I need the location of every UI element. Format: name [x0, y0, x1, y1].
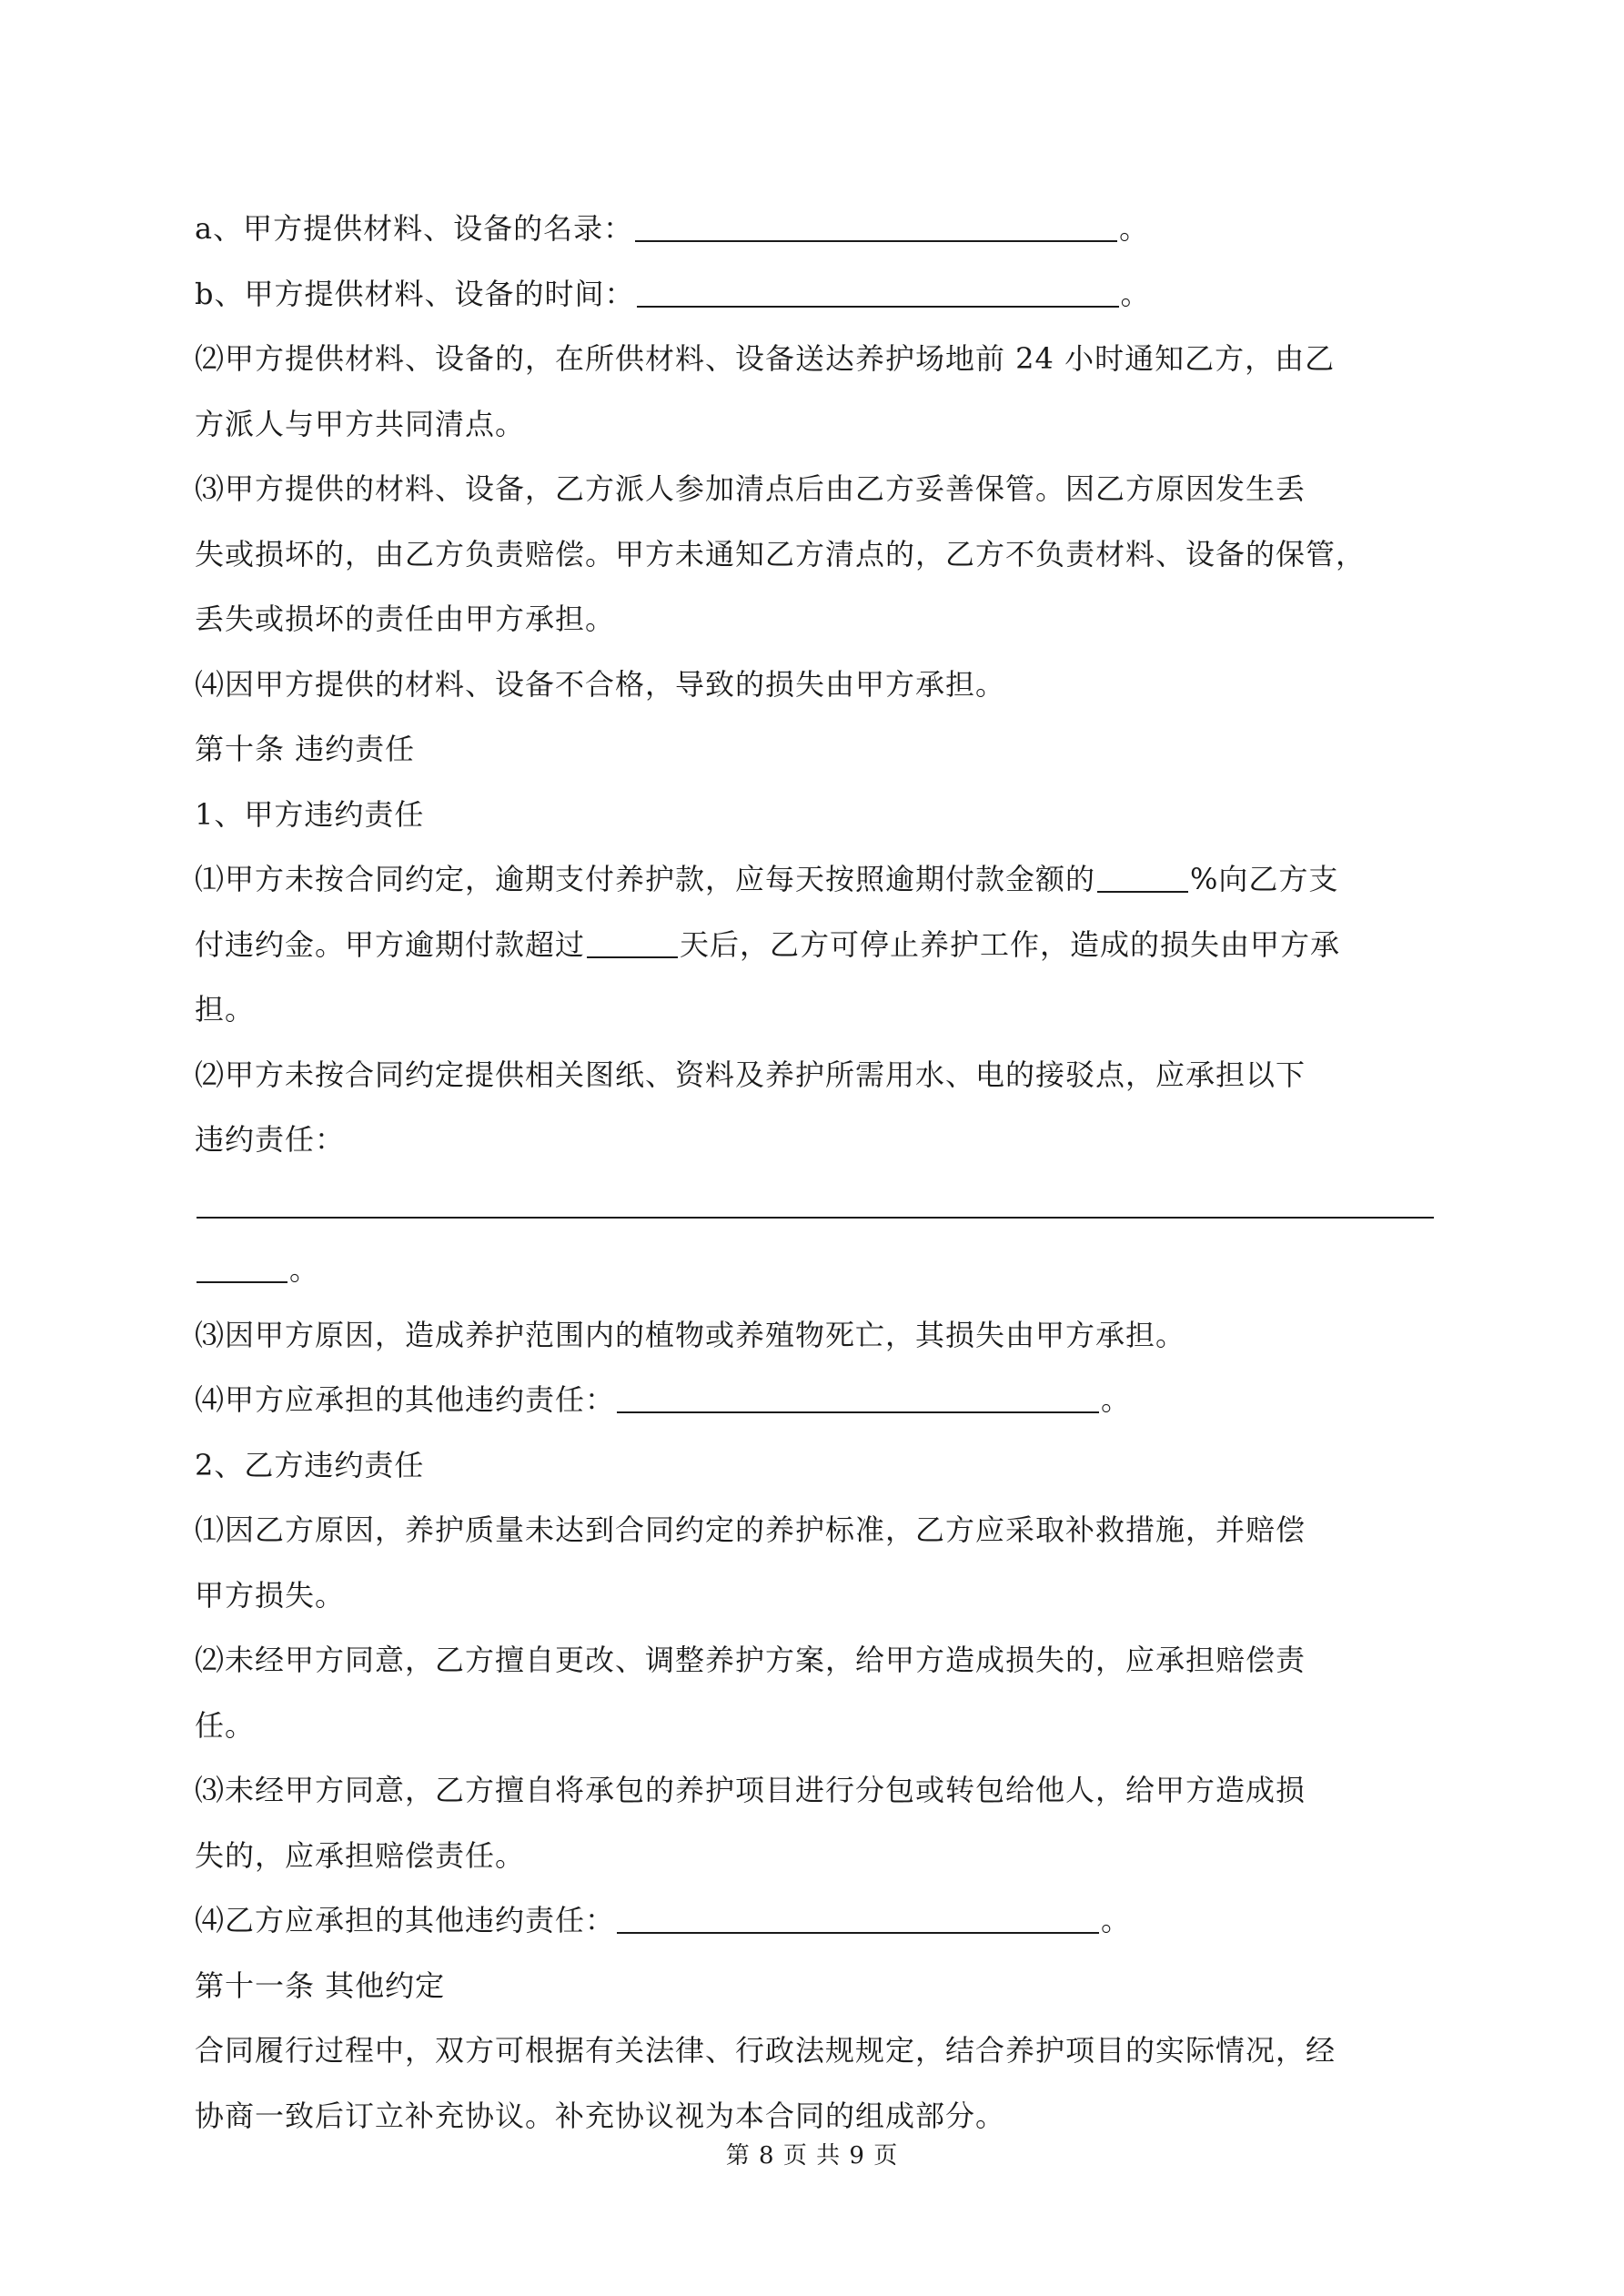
item-b-end: 。: [1120, 276, 1151, 311]
paragraph-line: 违约责任：: [195, 1122, 346, 1157]
text-segment: 。: [1101, 1903, 1132, 1937]
paragraph-line: 失的，应承担赔偿责任。: [195, 1837, 526, 1873]
fill-blank: [635, 213, 1117, 242]
fill-blank: [637, 278, 1119, 308]
paragraph-line: 合同履行过程中，双方可根据有关法律、行政法规规定，结合养护项目的实际情况，经: [195, 2033, 1337, 2068]
paragraph-line: ⑷因甲方提供的材料、设备不合格，导致的损失由甲方承担。: [195, 666, 1006, 702]
paragraph-line: 失或损坏的，由乙方负责赔偿。甲方未通知乙方清点的，乙方不负责材料、设备的保管，: [195, 536, 1367, 571]
article-10-heading: 第十条 违约责任: [195, 732, 416, 766]
paragraph-line: 任。: [195, 1707, 256, 1743]
text-segment: 。: [1101, 1382, 1132, 1417]
text-segment: %向乙方支: [1190, 862, 1339, 896]
page-number-footer: 第 8 页 共 9 页: [725, 2142, 899, 2170]
paragraph-line: 方派人与甲方共同清点。: [195, 406, 526, 441]
paragraph-line: [195, 1888, 1441, 1954]
text-segment: ⑴甲方未按合同约定，逾期支付养护款，应每天按照逾期付款金额的: [195, 862, 1096, 896]
item-a: [195, 197, 1441, 262]
section-1-heading: 1、甲方违约责任: [195, 796, 425, 832]
paragraph-line: ⑵甲方未按合同约定提供相关图纸、资料及养护所需用水、电的接驳点，应承担以下: [195, 1057, 1306, 1092]
fill-blank: [617, 1384, 1099, 1413]
paragraph-line: [195, 847, 1441, 913]
fill-blank: [617, 1905, 1099, 1934]
paragraph-line: 担。: [195, 992, 256, 1027]
fill-blank: [197, 1189, 1434, 1219]
paragraph-line: 协商一致后订立补充协议。补充协议视为本合同的组成部分。: [195, 2098, 1006, 2133]
paragraph-line: [195, 913, 1441, 978]
paragraph-line: ⑶甲方提供的材料、设备，乙方派人参加清点后由乙方妥善保管。因乙方原因发生丢: [195, 471, 1306, 506]
paragraph-line: ⑶因甲方原因，造成养护范围内的植物或养殖物死亡，其损失由甲方承担。: [195, 1317, 1186, 1352]
item-a-end: 。: [1119, 211, 1150, 246]
item-a-label: a、甲方提供材料、设备的名录：: [195, 211, 634, 246]
paragraph-line: ⑴因乙方原因，养护质量未达到合同约定的养护标准，乙方应采取补救措施，并赔偿: [195, 1512, 1306, 1547]
text-segment: 。: [289, 1252, 320, 1287]
text-segment: ⑷乙方应承担的其他违约责任：: [195, 1903, 616, 1937]
blank-line-end: [195, 1238, 1441, 1303]
paragraph-line: ⑵未经甲方同意，乙方擅自更改、调整养护方案，给甲方造成损失的，应承担赔偿责: [195, 1643, 1306, 1677]
text-segment: 天后，乙方可停止养护工作，造成的损失由甲方承: [680, 926, 1341, 962]
fill-blank: [1097, 864, 1188, 893]
paragraph-line: ⑶未经甲方同意，乙方擅自将承包的养护项目进行分包或转包给他人，给甲方造成损: [195, 1773, 1306, 1807]
text-segment: 付违约金。甲方逾期付款超过: [195, 926, 586, 962]
paragraph-line: 甲方损失。: [195, 1577, 346, 1613]
paragraph-line: 丢失或损坏的责任由甲方承担。: [195, 602, 616, 636]
text-segment: ⑷甲方应承担的其他违约责任：: [195, 1382, 616, 1417]
paragraph-line: ⑵甲方提供材料、设备的，在所供材料、设备送达养护场地前 24 小时通知乙方，由乙: [195, 341, 1336, 376]
paragraph-line: [195, 1368, 1441, 1433]
fill-blank: [587, 929, 678, 958]
article-11-heading: 第十一条 其他约定: [195, 1967, 446, 2003]
blank-line: [195, 1173, 1441, 1239]
item-b: [195, 262, 1441, 328]
item-b-label: b、甲方提供材料、设备的时间：: [195, 276, 635, 311]
section-2-heading: 2、乙方违约责任: [195, 1447, 425, 1482]
fill-blank: [197, 1254, 287, 1283]
document-body: [195, 197, 1441, 2149]
